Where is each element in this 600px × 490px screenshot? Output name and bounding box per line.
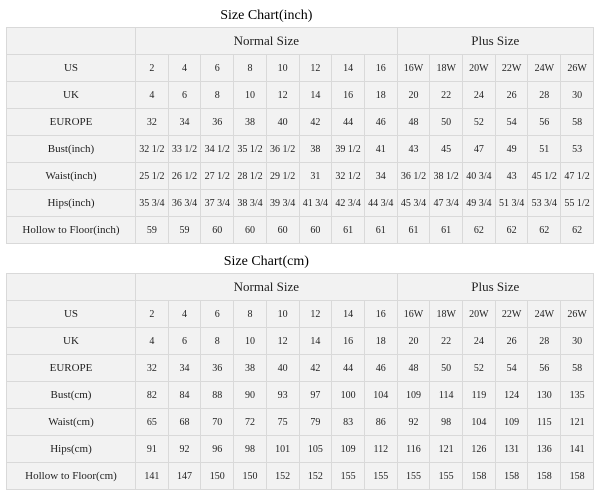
cell: 49 <box>495 136 528 163</box>
cell: 43 <box>495 163 528 190</box>
cell: 141 <box>136 463 169 490</box>
size-chart-inch-block <box>6 4 594 244</box>
cell: 4 <box>168 55 201 82</box>
cell: 45 <box>430 136 463 163</box>
row-label: Waist(cm) <box>7 409 136 436</box>
cell: 45 3/4 <box>397 190 430 217</box>
table-row <box>7 463 594 490</box>
title-spacer-left <box>7 5 136 28</box>
cell: 28 <box>528 82 561 109</box>
cell: 130 <box>528 382 561 409</box>
cell: 12 <box>266 328 299 355</box>
cell: 152 <box>299 463 332 490</box>
cell: 124 <box>495 382 528 409</box>
cell: 40 <box>266 109 299 136</box>
cell: 25 1/2 <box>136 163 169 190</box>
cell: 150 <box>201 463 234 490</box>
cell: 32 <box>136 355 169 382</box>
cell: 18W <box>430 301 463 328</box>
cell: 24W <box>528 55 561 82</box>
cell: 12 <box>299 55 332 82</box>
cell: 131 <box>495 436 528 463</box>
row-label: US <box>7 55 136 82</box>
cell: 155 <box>397 463 430 490</box>
table-row <box>7 55 594 82</box>
group-header-corner <box>7 274 136 301</box>
cell: 86 <box>364 409 397 436</box>
cell: 36 1/2 <box>397 163 430 190</box>
cell: 24 <box>463 82 496 109</box>
cell: 62 <box>528 217 561 244</box>
cell: 109 <box>495 409 528 436</box>
cell: 16W <box>397 301 430 328</box>
cell: 53 <box>561 136 594 163</box>
cell: 6 <box>201 55 234 82</box>
size-chart-cm-table <box>6 250 594 490</box>
cell: 20 <box>397 82 430 109</box>
cell: 46 <box>364 109 397 136</box>
cell: 38 3/4 <box>234 190 267 217</box>
cell: 50 <box>430 109 463 136</box>
cell: 59 <box>136 217 169 244</box>
cell: 34 <box>168 109 201 136</box>
cell: 2 <box>136 55 169 82</box>
cell: 10 <box>266 55 299 82</box>
cell: 155 <box>332 463 365 490</box>
cell: 39 1/2 <box>332 136 365 163</box>
cell: 28 <box>528 328 561 355</box>
cell: 59 <box>168 217 201 244</box>
cell: 47 <box>463 136 496 163</box>
cell: 90 <box>234 382 267 409</box>
cell: 61 <box>430 217 463 244</box>
cell: 75 <box>266 409 299 436</box>
cell: 38 <box>234 109 267 136</box>
cell: 30 <box>561 328 594 355</box>
cell: 141 <box>561 436 594 463</box>
cell: 36 <box>201 109 234 136</box>
cell: 14 <box>299 328 332 355</box>
row-label: UK <box>7 328 136 355</box>
cell: 158 <box>561 463 594 490</box>
cell: 32 <box>136 109 169 136</box>
cell: 35 3/4 <box>136 190 169 217</box>
row-label: EUROPE <box>7 355 136 382</box>
cell: 147 <box>168 463 201 490</box>
row-label: UK <box>7 82 136 109</box>
cell: 60 <box>266 217 299 244</box>
group-header-normal: Normal Size <box>136 274 398 301</box>
cell: 42 <box>299 109 332 136</box>
table-row <box>7 382 594 409</box>
cell: 61 <box>364 217 397 244</box>
cell: 62 <box>561 217 594 244</box>
cell: 60 <box>234 217 267 244</box>
cell: 14 <box>332 301 365 328</box>
table-row <box>7 301 594 328</box>
cell: 79 <box>299 409 332 436</box>
cell: 136 <box>528 436 561 463</box>
table-row <box>7 217 594 244</box>
cell: 35 1/2 <box>234 136 267 163</box>
cell: 50 <box>430 355 463 382</box>
cell: 40 <box>266 355 299 382</box>
cell: 22 <box>430 328 463 355</box>
table-row-group-header <box>7 274 594 301</box>
cell: 61 <box>332 217 365 244</box>
table-row-title <box>7 251 594 274</box>
cell: 4 <box>136 328 169 355</box>
cell: 158 <box>528 463 561 490</box>
row-label: Hollow to Floor(inch) <box>7 217 136 244</box>
cell: 46 <box>364 355 397 382</box>
cell: 26 <box>495 82 528 109</box>
cell: 98 <box>430 409 463 436</box>
cell: 52 <box>463 109 496 136</box>
cell: 112 <box>364 436 397 463</box>
cell: 41 <box>364 136 397 163</box>
cell: 14 <box>332 55 365 82</box>
cell: 8 <box>234 55 267 82</box>
cell: 27 1/2 <box>201 163 234 190</box>
cell: 14 <box>299 82 332 109</box>
cell: 16 <box>332 82 365 109</box>
chart-title: Size Chart(inch) <box>136 5 398 28</box>
cell: 26W <box>561 301 594 328</box>
cell: 42 3/4 <box>332 190 365 217</box>
cell: 119 <box>463 382 496 409</box>
cell: 121 <box>430 436 463 463</box>
table-row-group-header <box>7 28 594 55</box>
cell: 38 1/2 <box>430 163 463 190</box>
row-label: Waist(inch) <box>7 163 136 190</box>
cell: 51 <box>528 136 561 163</box>
size-chart-cm-block <box>6 250 594 490</box>
cell: 101 <box>266 436 299 463</box>
cell: 6 <box>168 82 201 109</box>
row-label: Bust(cm) <box>7 382 136 409</box>
title-spacer-right <box>397 5 593 28</box>
cell: 100 <box>332 382 365 409</box>
cell: 51 3/4 <box>495 190 528 217</box>
cell: 26W <box>561 55 594 82</box>
cell: 18W <box>430 55 463 82</box>
cell: 65 <box>136 409 169 436</box>
cell: 84 <box>168 382 201 409</box>
cell: 104 <box>364 382 397 409</box>
cell: 36 <box>201 355 234 382</box>
cell: 114 <box>430 382 463 409</box>
cell: 43 <box>397 136 430 163</box>
group-header-plus: Plus Size <box>397 28 593 55</box>
cell: 54 <box>495 355 528 382</box>
cell: 31 <box>299 163 332 190</box>
row-label: Hips(cm) <box>7 436 136 463</box>
cell: 12 <box>299 301 332 328</box>
table-row <box>7 82 594 109</box>
cell: 29 1/2 <box>266 163 299 190</box>
cell: 44 <box>332 355 365 382</box>
row-label: Bust(inch) <box>7 136 136 163</box>
chart-title: Size Chart(cm) <box>136 251 398 274</box>
cell: 26 <box>495 328 528 355</box>
cell: 45 1/2 <box>528 163 561 190</box>
cell: 44 3/4 <box>364 190 397 217</box>
table-row <box>7 190 594 217</box>
cell: 105 <box>299 436 332 463</box>
cell: 92 <box>168 436 201 463</box>
cell: 37 3/4 <box>201 190 234 217</box>
cell: 34 <box>364 163 397 190</box>
cell: 20W <box>463 301 496 328</box>
cell: 62 <box>463 217 496 244</box>
cell: 109 <box>332 436 365 463</box>
cell: 61 <box>397 217 430 244</box>
cell: 24W <box>528 301 561 328</box>
group-header-plus: Plus Size <box>397 274 593 301</box>
cell: 4 <box>136 82 169 109</box>
cell: 16 <box>332 328 365 355</box>
cell: 116 <box>397 436 430 463</box>
cell: 121 <box>561 409 594 436</box>
table-row-title <box>7 5 594 28</box>
cell: 52 <box>463 355 496 382</box>
cell: 48 <box>397 109 430 136</box>
cell: 8 <box>201 82 234 109</box>
cell: 49 3/4 <box>463 190 496 217</box>
cell: 8 <box>201 328 234 355</box>
cell: 104 <box>463 409 496 436</box>
cell: 20W <box>463 55 496 82</box>
cell: 93 <box>266 382 299 409</box>
table-row <box>7 163 594 190</box>
cell: 39 3/4 <box>266 190 299 217</box>
title-spacer-right <box>397 251 593 274</box>
cell: 155 <box>364 463 397 490</box>
table-row <box>7 328 594 355</box>
cell: 6 <box>201 301 234 328</box>
cell: 41 3/4 <box>299 190 332 217</box>
cell: 40 3/4 <box>463 163 496 190</box>
cell: 8 <box>234 301 267 328</box>
cell: 96 <box>201 436 234 463</box>
cell: 2 <box>136 301 169 328</box>
cell: 135 <box>561 382 594 409</box>
cell: 38 <box>299 136 332 163</box>
cell: 152 <box>266 463 299 490</box>
cell: 36 1/2 <box>266 136 299 163</box>
cell: 12 <box>266 82 299 109</box>
cell: 42 <box>299 355 332 382</box>
table-row <box>7 355 594 382</box>
cell: 97 <box>299 382 332 409</box>
table-row <box>7 436 594 463</box>
cell: 60 <box>201 217 234 244</box>
row-label: Hips(inch) <box>7 190 136 217</box>
cell: 60 <box>299 217 332 244</box>
cell: 115 <box>528 409 561 436</box>
row-label: US <box>7 301 136 328</box>
cell: 22W <box>495 301 528 328</box>
table-row <box>7 136 594 163</box>
cell: 34 <box>168 355 201 382</box>
cell: 36 3/4 <box>168 190 201 217</box>
cell: 158 <box>495 463 528 490</box>
cell: 20 <box>397 328 430 355</box>
cell: 58 <box>561 109 594 136</box>
cell: 72 <box>234 409 267 436</box>
cell: 26 1/2 <box>168 163 201 190</box>
cell: 82 <box>136 382 169 409</box>
cell: 83 <box>332 409 365 436</box>
cell: 98 <box>234 436 267 463</box>
cell: 47 3/4 <box>430 190 463 217</box>
table-row <box>7 109 594 136</box>
row-label: Hollow to Floor(cm) <box>7 463 136 490</box>
cell: 18 <box>364 328 397 355</box>
cell: 56 <box>528 355 561 382</box>
cell: 68 <box>168 409 201 436</box>
cell: 44 <box>332 109 365 136</box>
cell: 54 <box>495 109 528 136</box>
cell: 10 <box>234 82 267 109</box>
cell: 33 1/2 <box>168 136 201 163</box>
cell: 38 <box>234 355 267 382</box>
cell: 88 <box>201 382 234 409</box>
cell: 126 <box>463 436 496 463</box>
cell: 92 <box>397 409 430 436</box>
cell: 55 1/2 <box>561 190 594 217</box>
cell: 28 1/2 <box>234 163 267 190</box>
cell: 16W <box>397 55 430 82</box>
cell: 6 <box>168 328 201 355</box>
cell: 10 <box>234 328 267 355</box>
group-header-corner <box>7 28 136 55</box>
group-header-normal: Normal Size <box>136 28 398 55</box>
cell: 18 <box>364 82 397 109</box>
cell: 16 <box>364 301 397 328</box>
table-row <box>7 409 594 436</box>
cell: 56 <box>528 109 561 136</box>
cell: 4 <box>168 301 201 328</box>
size-chart-inch-table <box>6 4 594 244</box>
cell: 150 <box>234 463 267 490</box>
cell: 109 <box>397 382 430 409</box>
title-spacer-left <box>7 251 136 274</box>
cell: 22 <box>430 82 463 109</box>
cell: 32 1/2 <box>332 163 365 190</box>
row-label: EUROPE <box>7 109 136 136</box>
cell: 22W <box>495 55 528 82</box>
cell: 48 <box>397 355 430 382</box>
cell: 62 <box>495 217 528 244</box>
cell: 34 1/2 <box>201 136 234 163</box>
cell: 10 <box>266 301 299 328</box>
cell: 30 <box>561 82 594 109</box>
cell: 53 3/4 <box>528 190 561 217</box>
cell: 58 <box>561 355 594 382</box>
cell: 70 <box>201 409 234 436</box>
cell: 32 1/2 <box>136 136 169 163</box>
cell: 155 <box>430 463 463 490</box>
cell: 16 <box>364 55 397 82</box>
cell: 24 <box>463 328 496 355</box>
cell: 158 <box>463 463 496 490</box>
cell: 91 <box>136 436 169 463</box>
cell: 47 1/2 <box>561 163 594 190</box>
